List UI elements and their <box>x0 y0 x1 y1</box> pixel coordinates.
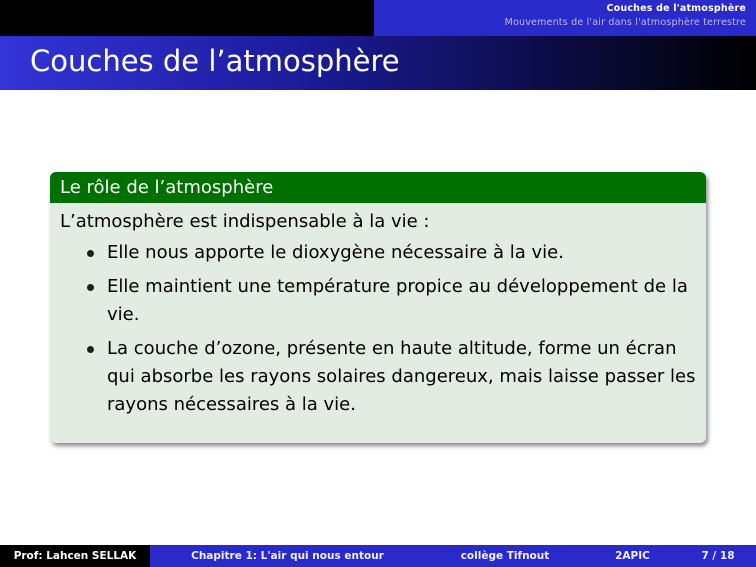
block-title: Le rôle de l’atmosphère <box>50 172 706 203</box>
list-item-text: Elle nous apporte le dioxygène nécessaire à la vie. <box>107 242 564 263</box>
list-item <box>60 335 696 419</box>
list-item-text: Elle maintient une température propice au développement de la vie. <box>107 276 688 325</box>
nav-subsection-link[interactable]: Mouvements de l'air dans l'atmosphère terrestre <box>504 17 746 28</box>
bullet-icon <box>87 250 94 257</box>
nav-section-link[interactable]: Couches de l'atmosphère <box>606 3 746 14</box>
bullet-icon <box>87 346 94 353</box>
list-item <box>60 273 696 329</box>
footer-bar <box>0 545 756 567</box>
navigation-bar <box>0 0 756 36</box>
nav-right-panel <box>374 0 756 36</box>
frame-title: Couches de l’atmosphère <box>30 44 400 78</box>
nav-left-panel <box>0 0 374 36</box>
footer-page-number: 7 / 18 <box>680 545 756 567</box>
list-item <box>60 239 696 267</box>
bullet-list <box>60 239 696 419</box>
block-intro: L’atmosphère est indispensable à la vie : <box>60 211 430 232</box>
footer-author: Prof: Lahcen SELLAK <box>0 545 150 567</box>
footer-class: 2APIC <box>585 545 680 567</box>
footer-school: collège Tifnout <box>425 545 585 567</box>
content-block <box>50 172 706 443</box>
frame-title-bar <box>0 36 756 90</box>
block-body <box>50 203 706 419</box>
bullet-icon <box>87 284 94 291</box>
list-item-text: La couche d’ozone, présente en haute altitude, forme un écran qui absorbe les rayons solaires dangereux, mais laisse passer les rayons nécessaires à la vie. <box>107 338 696 415</box>
footer-title: Chapitre 1: L'air qui nous entour <box>150 545 425 567</box>
